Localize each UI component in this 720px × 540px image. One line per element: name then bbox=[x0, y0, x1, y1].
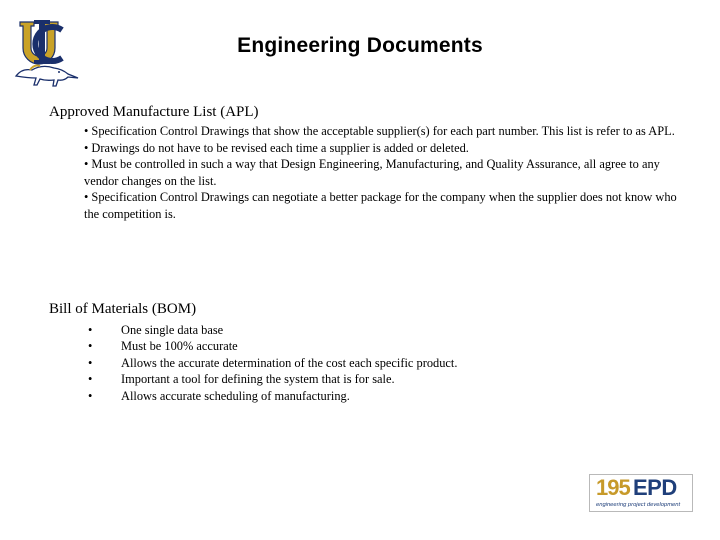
bom-item-text: One single data base bbox=[121, 323, 224, 337]
list-item bbox=[49, 388, 689, 404]
list-item bbox=[49, 338, 689, 354]
bullet-icon: • bbox=[88, 339, 93, 354]
bom-item-text: Must be 100% accurate bbox=[121, 339, 238, 354]
apl-section bbox=[49, 104, 689, 223]
epd-logo-number: 195 bbox=[596, 475, 630, 500]
apl-bullet-list bbox=[84, 123, 689, 223]
bom-item-text: Allows the accurate determination of the cost each specific product. bbox=[121, 355, 458, 370]
bullet-icon: • bbox=[88, 388, 93, 403]
bom-item-text: Important a tool for defining the system that is for sale. bbox=[121, 372, 395, 387]
bom-section bbox=[49, 301, 689, 404]
list-item bbox=[49, 371, 689, 387]
apl-bullet: • Drawings do not have to be revised each time a supplier is added or deleted. bbox=[84, 140, 469, 155]
apl-bullet: • Must be controlled in such a way that Design Engineering, Manufacturing, and Quality Assurance, all agree to any vendor changes on the list. bbox=[84, 157, 660, 188]
list-item bbox=[49, 322, 689, 338]
bom-heading: Bill of Materials (BOM) bbox=[49, 301, 197, 317]
apl-bullet: • Specification Control Drawings that show the acceptable supplier(s) for each part number. This list is refer to as APL. bbox=[84, 124, 675, 138]
epd-logo-name: EPD bbox=[633, 475, 677, 500]
bullet-icon: • bbox=[88, 355, 93, 370]
list-item bbox=[49, 355, 689, 371]
bullet-icon: • bbox=[88, 323, 93, 337]
bom-bullet-list bbox=[49, 322, 689, 404]
bullet-icon: • bbox=[88, 372, 93, 387]
apl-heading: Approved Manufacture List (APL) bbox=[49, 104, 259, 120]
page-title: Engineering Documents bbox=[237, 34, 483, 57]
epd-logo bbox=[589, 474, 693, 512]
bom-item-text: Allows accurate scheduling of manufacturing. bbox=[121, 388, 350, 403]
epd-logo-tagline: engineering project development bbox=[596, 502, 681, 508]
apl-bullet: • Specification Control Drawings can negotiate a better package for the company when the supplier does not know who the competition is. bbox=[84, 190, 677, 221]
